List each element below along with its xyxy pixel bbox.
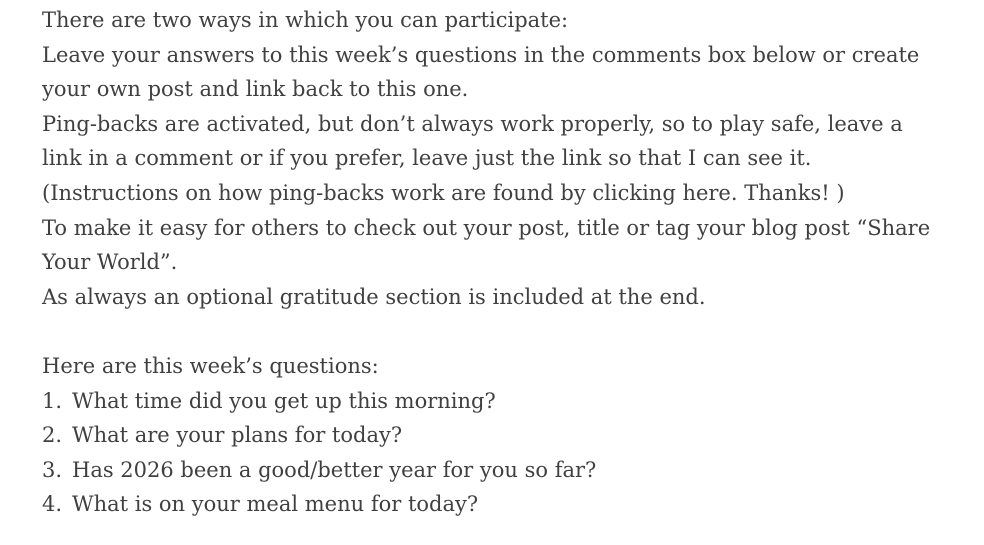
- question-text: What are your plans for today?: [72, 423, 403, 448]
- questions-intro: Here are this week’s questions:: [42, 353, 379, 378]
- paragraph-tag-post: To make it easy for others to check out your post, title or tag your blog post “Share Your World”.: [42, 215, 931, 275]
- paragraph-leave-answers: Leave your answers to this week’s questions in the comments box below or create your own post and link back to this one.: [42, 42, 920, 102]
- question-number: 1.: [42, 388, 63, 413]
- question-text: Has 2026 been a good/better year for you so far?: [72, 457, 597, 482]
- paragraph-participate: There are two ways in which you can participate:: [42, 8, 569, 32]
- question-text: What is on your meal menu for today?: [72, 492, 479, 517]
- question-number: 4.: [42, 492, 63, 517]
- paragraph-instructions: (Instructions on how ping-backs work are found by clicking here. Thanks! ): [42, 180, 845, 205]
- question-item: [42, 418, 942, 453]
- paragraph-pingbacks: Ping-backs are activated, but don’t always work properly, so to play safe, leave a link in a comment or if you prefer, leave just the link so that I can see it.: [42, 111, 903, 171]
- question-item: [42, 453, 942, 488]
- paragraph-gratitude: As always an optional gratitude section is included at the end.: [42, 284, 706, 309]
- question-item: [42, 384, 942, 419]
- question-number: 2.: [42, 423, 63, 448]
- question-text: What time did you get up this morning?: [72, 388, 496, 413]
- questions-list: [42, 384, 942, 522]
- question-item: [42, 487, 942, 522]
- question-number: 3.: [42, 457, 63, 482]
